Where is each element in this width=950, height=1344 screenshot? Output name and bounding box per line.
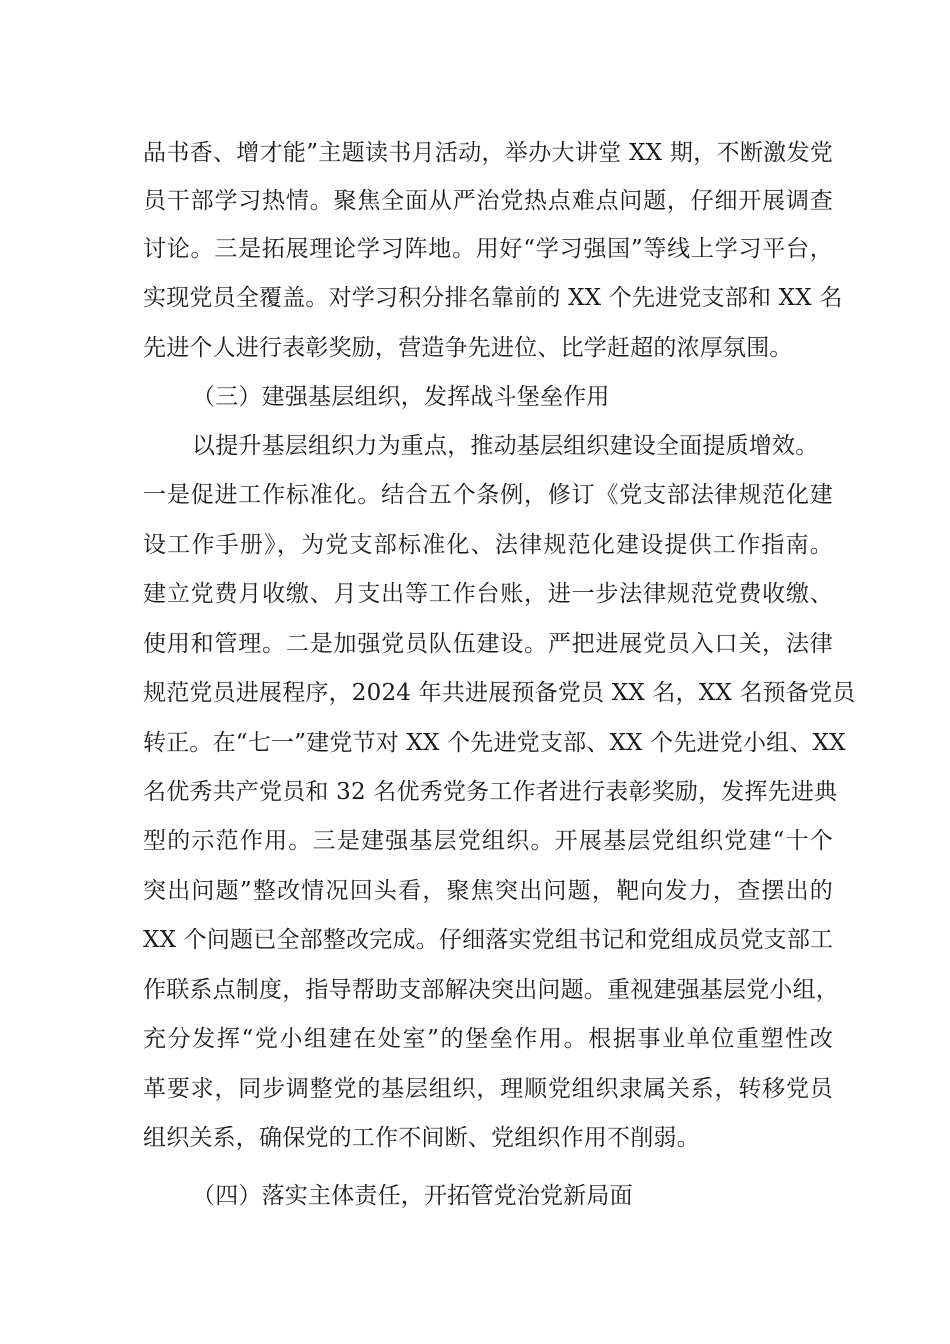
- text-line: 组织关系，确保党的工作不间断、党组织作用不削弱。: [143, 1125, 700, 1151]
- text-line: XX 个问题已全部整改完成。仔细落实党组书记和党组成员党支部工: [143, 927, 834, 953]
- text-line: 先进个人进行表彰奖励，营造争先进位、比学赶超的浓厚氛围。: [143, 335, 793, 361]
- text-line: 作联系点制度，指导帮助支部解决突出问题。重视建强基层党小组，: [143, 977, 839, 1003]
- text-line: 讨论。三是拓展理论学习阵地。用好“学习强国”等线上学习平台，: [143, 236, 833, 262]
- text-line: 建立党费月收缴、月支出等工作台账，进一步法律规范党费收缴、: [143, 581, 833, 607]
- text-line: 一是促进工作标准化。结合五个条例，修订《党支部法律规范化建: [143, 482, 833, 508]
- section-heading: （四）落实主体责任，开拓管党治党新局面: [192, 1183, 633, 1209]
- text-line: 突出问题”整改情况回头看，聚焦突出问题，靶向发力，查摆出的: [143, 878, 833, 904]
- text-line: 品书香、增才能”主题读书月活动，举办大讲堂 XX 期，不断激发党: [143, 140, 833, 166]
- text-line: 名优秀共产党员和 32 名优秀党务工作者进行表彰奖励，发挥先进典: [143, 779, 838, 805]
- paragraph-first-line: 以提升基层组织力为重点，推动基层组织建设全面提质增效。: [192, 433, 819, 459]
- text-line: 型的示范作用。三是建强基层党组织。开展基层党组织党建“十个: [143, 828, 833, 854]
- text-line: 使用和管理。二是加强党员队伍建设。严把进展党员入口关，法律: [143, 631, 833, 657]
- text-line: 充分发挥“党小组建在处室”的堡垒作用。根据事业单位重塑性改: [143, 1026, 833, 1052]
- text-line: 革要求，同步调整党的基层组织，理顺党组织隶属关系，转移党员: [143, 1076, 833, 1102]
- text-line: 规范党员进展程序，2024 年共进展预备党员 XX 名，XX 名预备党员: [143, 680, 856, 706]
- text-line: 员干部学习热情。聚焦全面从严治党热点难点问题，仔细开展调查: [143, 188, 833, 214]
- text-line: 实现党员全覆盖。对学习积分排名靠前的 XX 个先进党支部和 XX 名: [143, 285, 843, 311]
- text-line: 设工作手册》，为党支部标准化、法律规范化建设提供工作指南。: [143, 532, 833, 558]
- text-line: 转正。在“七一”建党节对 XX 个先进党支部、XX 个先进党小组、XX: [143, 730, 846, 756]
- section-heading: （三）建强基层组织，发挥战斗堡垒作用: [192, 384, 610, 410]
